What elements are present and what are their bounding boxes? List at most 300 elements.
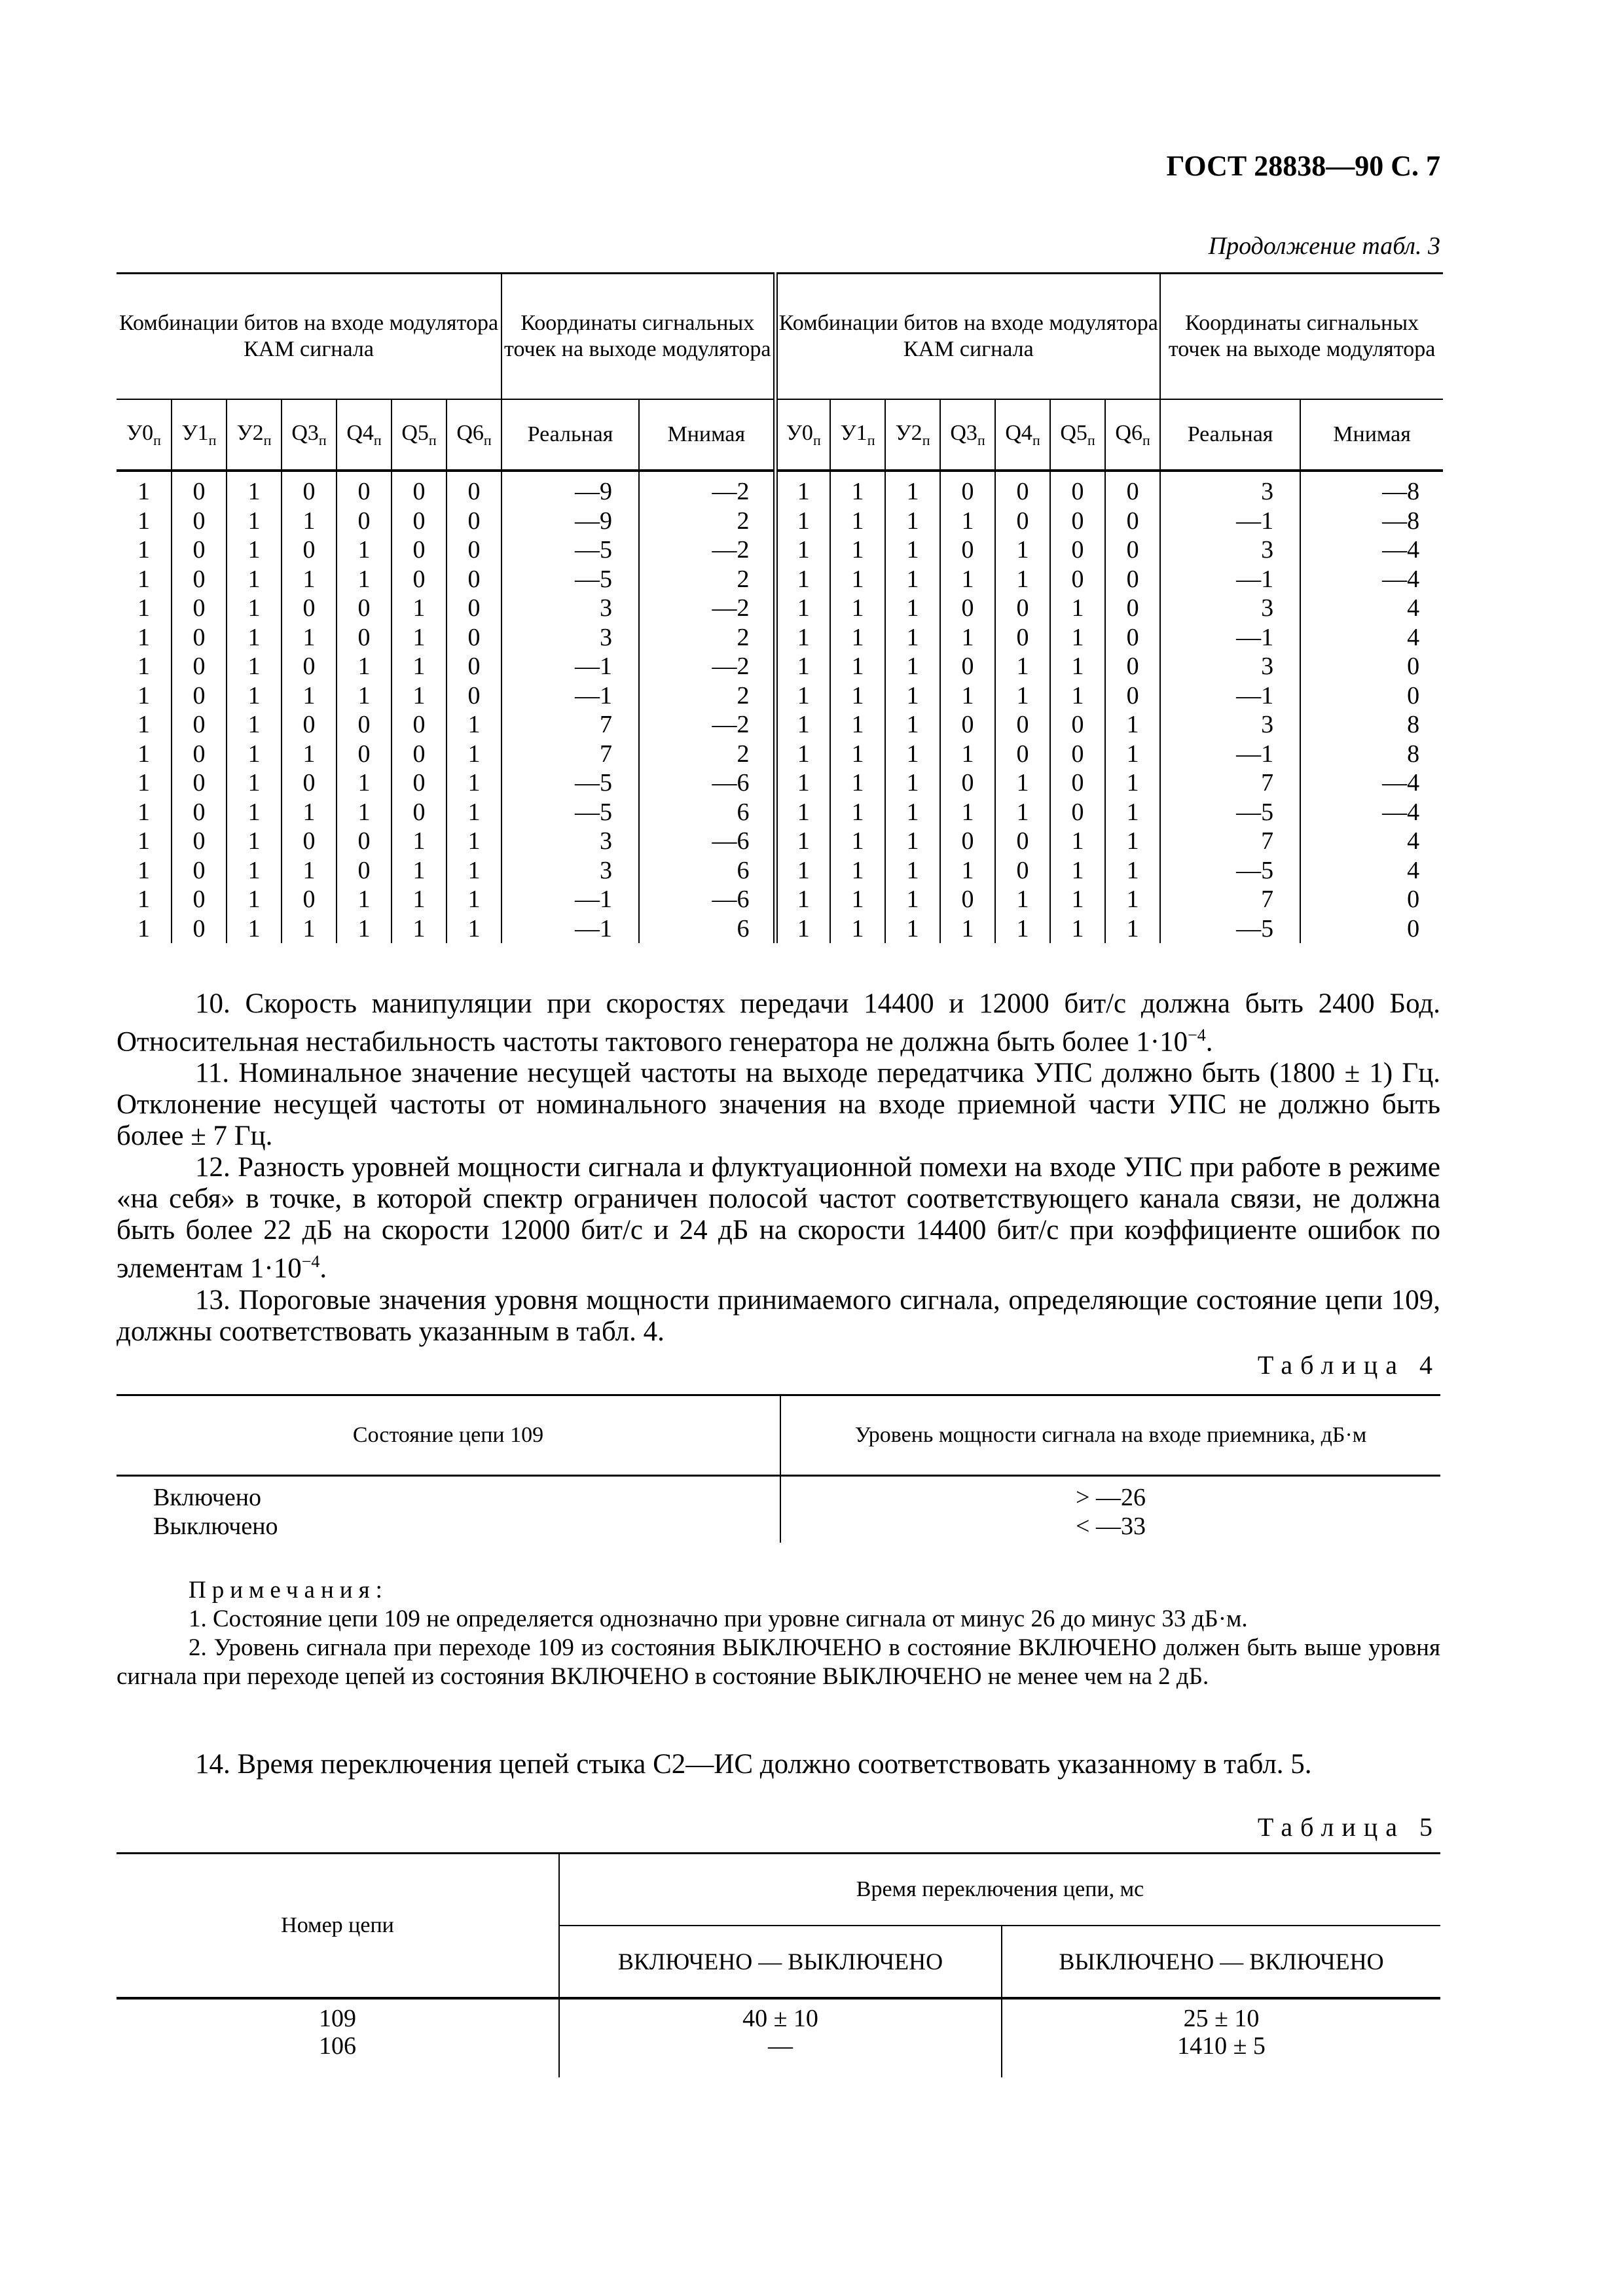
bit-cell: 1	[1050, 681, 1105, 711]
paragraph-10-text: 10. Скорость манипуляции при скоростях передачи 14400 и 12000 бит/с должна быть 2400 Бод. Относительная нестабильность частоты тактового генератора не должна быть более 1·10	[117, 988, 1440, 1058]
table-4-col-state: Состояние цепи 109	[117, 1395, 780, 1476]
bit-cell: 1	[830, 798, 885, 827]
bit-cell: 0	[995, 471, 1050, 507]
table-4-label: Таблица 4	[1257, 1350, 1440, 1380]
bit-cell: 1	[1105, 827, 1160, 856]
imag-cell: —6	[639, 827, 775, 856]
bit-cell: 0	[995, 623, 1050, 653]
bit-cell: 1	[775, 768, 830, 798]
bit-cell: 0	[995, 710, 1050, 740]
bit-col-name: У1	[840, 420, 867, 445]
bit-cell: 0	[337, 740, 392, 769]
bit-cell: 0	[447, 507, 501, 536]
paragraph-10-exponent: −4	[1188, 1026, 1206, 1045]
bit-cell: 0	[172, 768, 227, 798]
bit-col-subscript: п	[208, 431, 217, 448]
bit-cell: 0	[995, 740, 1050, 769]
bit-cell: 0	[940, 471, 995, 507]
bit-cell: 1	[447, 914, 501, 944]
table-5	[117, 1852, 1440, 2077]
bit-cell: 0	[392, 768, 447, 798]
imag-cell: 2	[639, 623, 775, 653]
table-row	[117, 471, 1443, 507]
bit-cell: 1	[137, 565, 150, 593]
imag-cell: —4	[1300, 535, 1443, 565]
bit-cell: 0	[995, 594, 1050, 623]
bit-cell: 1	[282, 856, 337, 886]
bit-cell: 0	[392, 471, 447, 507]
real-cell: 3	[1160, 471, 1300, 507]
bit-cell: 1	[995, 535, 1050, 565]
bit-cell: 1	[775, 914, 830, 944]
bit-cell: 1	[885, 740, 940, 769]
bit-cell: 1	[940, 681, 995, 711]
bit-cell: 1	[885, 681, 940, 711]
bit-cell: 1	[227, 827, 282, 856]
bit-cell: 0	[282, 710, 337, 740]
bit-cell: 0	[940, 594, 995, 623]
bit-cell: 0	[172, 681, 227, 711]
bit-cell: 0	[337, 471, 392, 507]
imag-cell: 2	[639, 565, 775, 594]
bit-cell: 1	[337, 535, 392, 565]
bit-col-name: У0	[126, 420, 154, 445]
bit-cell: 1	[282, 740, 337, 769]
real-cell: 7	[1160, 768, 1300, 798]
bit-cell: 1	[830, 535, 885, 565]
bit-col-header	[117, 399, 172, 471]
bit-cell: 1	[775, 535, 830, 565]
bit-cell: 1	[1105, 914, 1160, 944]
bit-cell: 0	[940, 535, 995, 565]
bit-col-header	[392, 399, 447, 471]
bit-cell: 1	[1105, 740, 1160, 769]
group-coords-left: Координаты сигнальных точек на выходе модулятора	[501, 274, 775, 400]
bit-cell: 1	[137, 594, 150, 622]
bit-cell: 0	[337, 856, 392, 886]
real-cell: —1	[501, 681, 639, 711]
real-cell: —5	[501, 768, 639, 798]
bit-cell: 1	[227, 768, 282, 798]
real-cell: —1	[1160, 507, 1300, 536]
bit-cell: 1	[227, 594, 282, 623]
bit-cell: 0	[392, 565, 447, 594]
bit-cell: 0	[447, 623, 501, 653]
bit-cell: 1	[830, 914, 885, 944]
bit-cell: 0	[1105, 652, 1160, 681]
bit-cell: 0	[172, 652, 227, 681]
bit-cell: 0	[337, 710, 392, 740]
bit-cell: 1	[447, 827, 501, 856]
bit-cell: 1	[227, 681, 282, 711]
table-4-levels	[780, 1476, 1440, 1543]
bit-cell: 0	[172, 565, 227, 594]
bit-cell: 0	[172, 471, 227, 507]
bit-cell: 1	[1050, 594, 1105, 623]
real-cell: —5	[1160, 856, 1300, 886]
bit-cell: 1	[775, 710, 830, 740]
bit-cell: 1	[940, 565, 995, 594]
bit-cell: 0	[282, 471, 337, 507]
real-cell: —5	[1160, 914, 1300, 944]
bit-cell: 1	[1050, 652, 1105, 681]
imag-cell: 0	[1300, 885, 1443, 914]
table-row	[117, 856, 1443, 886]
imag-cell: 4	[1300, 623, 1443, 653]
paragraph-12-end: .	[319, 1253, 327, 1284]
bit-cell: 0	[447, 652, 501, 681]
bit-cell: 0	[337, 594, 392, 623]
bit-cell: 0	[337, 827, 392, 856]
bit-cell: 1	[830, 740, 885, 769]
bit-cell: 1	[775, 652, 830, 681]
table-4	[117, 1394, 1440, 1543]
bit-cell: 1	[1105, 768, 1160, 798]
real-cell: —5	[501, 565, 639, 594]
bit-col-name: У1	[181, 420, 209, 445]
bit-col-subscript: п	[318, 431, 327, 448]
bit-cell: 1	[885, 856, 940, 886]
bit-cell: 1	[337, 914, 392, 944]
bit-col-subscript: п	[812, 431, 821, 448]
bit-cell: 1	[830, 471, 885, 507]
notes-heading: Примечания:	[189, 1577, 388, 1604]
bit-cell: 1	[227, 471, 282, 507]
table-row	[117, 798, 1443, 827]
bit-cell: 1	[137, 769, 150, 797]
imag-cell: 8	[1300, 710, 1443, 740]
real-cell: —1	[1160, 681, 1300, 711]
bit-cell: 0	[282, 885, 337, 914]
real-col-header: Реальная	[1160, 399, 1300, 471]
bit-cell: 1	[885, 798, 940, 827]
imag-cell: —4	[1300, 565, 1443, 594]
imag-cell: 0	[1300, 681, 1443, 711]
table-5-on-off: 40 ± 10	[742, 2005, 818, 2032]
bit-cell: 1	[775, 740, 830, 769]
bit-cell: 1	[227, 507, 282, 536]
imag-cell: —2	[639, 710, 775, 740]
bit-cell: 1	[940, 740, 995, 769]
bit-cell: 1	[885, 652, 940, 681]
bit-cell: 0	[172, 535, 227, 565]
imag-cell: 4	[1300, 594, 1443, 623]
bit-cell: 1	[137, 856, 150, 884]
bit-cell: 1	[885, 827, 940, 856]
bit-cell: 1	[137, 653, 150, 681]
bit-cell: 1	[137, 536, 150, 564]
bit-cell: 1	[775, 565, 830, 594]
notes	[117, 1576, 1440, 1691]
bit-cell: 1	[995, 914, 1050, 944]
table-4-col-level: Уровень мощности сигнала на входе приемника, дБ·м	[780, 1395, 1440, 1476]
bit-cell: 1	[830, 827, 885, 856]
bit-cell: 0	[172, 623, 227, 653]
bit-cell: 0	[1050, 768, 1105, 798]
imag-cell: —2	[639, 652, 775, 681]
bit-col-subscript: п	[263, 431, 272, 448]
bit-cell: 1	[885, 623, 940, 653]
bit-cell: 0	[940, 710, 995, 740]
bit-cell: 0	[995, 856, 1050, 886]
bit-cell: 1	[337, 798, 392, 827]
imag-cell: 6	[639, 914, 775, 944]
table-3	[117, 272, 1440, 943]
bit-cell: 0	[172, 710, 227, 740]
bit-cell: 0	[392, 535, 447, 565]
bit-cell: 1	[830, 565, 885, 594]
bit-cell: 0	[940, 652, 995, 681]
imag-cell: 8	[1300, 740, 1443, 769]
bit-cell: 1	[227, 710, 282, 740]
bit-cell: 0	[172, 594, 227, 623]
bit-cell: 1	[227, 565, 282, 594]
bit-cell: 1	[1105, 856, 1160, 886]
bit-col-name: Q3	[950, 420, 977, 445]
bit-cell: 1	[775, 623, 830, 653]
table-row	[117, 507, 1443, 536]
bit-cell: 0	[940, 768, 995, 798]
real-cell: 3	[501, 623, 639, 653]
real-cell: —1	[501, 652, 639, 681]
bit-cell: 1	[447, 798, 501, 827]
table-5-numbers	[117, 1998, 559, 2077]
real-cell: —5	[1160, 798, 1300, 827]
paragraph-10-end: .	[1205, 1026, 1213, 1058]
bit-cell: 1	[392, 856, 447, 886]
bit-col-subscript: п	[483, 431, 492, 448]
bit-cell: 1	[282, 914, 337, 944]
bit-cell: 0	[1105, 471, 1160, 507]
bit-cell: 0	[1105, 623, 1160, 653]
bit-cell: 1	[775, 471, 830, 507]
bit-col-header	[447, 399, 501, 471]
imag-cell: —6	[639, 768, 775, 798]
table-4-level: > —26	[1076, 1484, 1146, 1511]
bit-cell: 1	[940, 914, 995, 944]
real-cell: —9	[501, 507, 639, 536]
table-5-col-number: Номер цепи	[117, 1854, 559, 1999]
bit-col-name: Q5	[1060, 420, 1087, 445]
real-cell: —5	[501, 798, 639, 827]
imag-cell: 4	[1300, 856, 1443, 886]
bit-cell: 0	[172, 856, 227, 886]
imag-cell: 2	[639, 507, 775, 536]
bit-cell: 1	[447, 885, 501, 914]
bit-cell: 1	[940, 623, 995, 653]
group-bits-right: Комбинации битов на входе модулятора КАМ сигнала	[775, 274, 1160, 400]
bit-cell: 1	[830, 507, 885, 536]
real-cell: —1	[501, 914, 639, 944]
bit-cell: 1	[885, 710, 940, 740]
bit-cell: 1	[392, 594, 447, 623]
imag-cell: —4	[1300, 798, 1443, 827]
imag-cell: —8	[1300, 471, 1443, 507]
bit-cell: 1	[137, 827, 150, 855]
bit-cell: 0	[172, 507, 227, 536]
page-header: ГОСТ 28838—90 С. 7	[1166, 150, 1440, 182]
bit-cell: 1	[885, 565, 940, 594]
bit-col-subscript: п	[428, 431, 437, 448]
bit-cell: 1	[775, 594, 830, 623]
bit-cell: 1	[282, 623, 337, 653]
imag-cell: 0	[1300, 652, 1443, 681]
bit-cell: 0	[282, 535, 337, 565]
bit-col-name: У2	[236, 420, 264, 445]
table-row	[117, 885, 1443, 914]
real-cell: 3	[501, 856, 639, 886]
bit-cell: 0	[1050, 471, 1105, 507]
imag-cell: —2	[639, 471, 775, 507]
table-4-state: Включено	[153, 1484, 262, 1511]
bit-cell: 1	[337, 768, 392, 798]
bit-cell: 0	[995, 507, 1050, 536]
bit-cell: 0	[172, 885, 227, 914]
bit-col-name: Q3	[291, 420, 319, 445]
bit-cell: 1	[227, 885, 282, 914]
bit-cell: 1	[995, 798, 1050, 827]
paragraphs-10-13	[117, 988, 1440, 1348]
bit-col-header	[1050, 399, 1105, 471]
real-cell: 7	[501, 740, 639, 769]
bit-cell: 0	[1105, 535, 1160, 565]
bit-cell: 1	[830, 885, 885, 914]
bit-cell: 0	[1105, 507, 1160, 536]
imag-cell: 6	[639, 798, 775, 827]
bit-col-subscript: п	[922, 431, 930, 448]
bit-cell: 1	[137, 681, 150, 709]
bit-col-subscript: п	[153, 431, 161, 448]
bit-cell: 1	[137, 914, 150, 942]
bit-cell: 0	[1050, 535, 1105, 565]
bit-cell: 0	[172, 827, 227, 856]
bit-col-header	[995, 399, 1050, 471]
real-cell: 3	[1160, 652, 1300, 681]
bit-cell: 1	[1105, 710, 1160, 740]
bit-cell: 0	[337, 623, 392, 653]
bit-cell: 1	[337, 681, 392, 711]
bit-cell: 0	[392, 710, 447, 740]
bit-cell: 1	[885, 594, 940, 623]
bit-cell: 0	[1050, 565, 1105, 594]
imag-col-header: Мнимая	[1300, 399, 1443, 471]
bit-cell: 1	[282, 565, 337, 594]
note-2: 2. Уровень сигнала при переходе 109 из состояния ВЫКЛЮЧЕНО в состояние ВКЛЮЧЕНО должен быть выше уровня сигнала при переходе цепей из состояния ВКЛЮЧЕНО в состояние ВЫКЛЮЧЕНО не менее чем на 2 дБ.	[117, 1634, 1440, 1690]
bit-col-name: Q6	[1115, 420, 1142, 445]
table-4-state: Выключено	[153, 1513, 278, 1540]
table-5-sub-on-off: ВКЛЮЧЕНО — ВЫКЛЮЧЕНО	[559, 1926, 1002, 1998]
real-cell: 3	[1160, 535, 1300, 565]
bit-cell: 1	[137, 478, 150, 506]
bit-cell: 1	[830, 681, 885, 711]
table-row	[117, 740, 1443, 769]
bit-col-name: Q4	[346, 420, 374, 445]
imag-cell: —2	[639, 535, 775, 565]
bit-cell: 1	[337, 885, 392, 914]
table-row	[117, 565, 1443, 594]
bit-cell: 0	[447, 565, 501, 594]
real-cell: —1	[1160, 565, 1300, 594]
bit-col-header	[172, 399, 227, 471]
bit-cell: 1	[337, 565, 392, 594]
bit-cell: 1	[995, 681, 1050, 711]
real-cell: —1	[501, 885, 639, 914]
paragraph-12	[117, 1152, 1440, 1284]
real-cell: 3	[1160, 594, 1300, 623]
imag-cell: —6	[639, 885, 775, 914]
bit-col-subscript: п	[867, 431, 875, 448]
real-cell: 7	[1160, 885, 1300, 914]
bit-cell: 0	[447, 681, 501, 711]
paragraph-10	[117, 988, 1440, 1058]
bit-cell: 1	[392, 914, 447, 944]
bit-cell: 1	[830, 856, 885, 886]
bit-cell: 1	[227, 652, 282, 681]
paragraph-12-exponent: −4	[301, 1252, 320, 1272]
bit-cell: 0	[1105, 681, 1160, 711]
real-cell: —5	[501, 535, 639, 565]
bit-cell: 1	[392, 885, 447, 914]
bit-cell: 1	[940, 798, 995, 827]
imag-cell: 4	[1300, 827, 1443, 856]
table-row	[117, 623, 1443, 653]
bit-cell: 1	[447, 710, 501, 740]
table-5-col-time: Время переключения цепи, мс	[559, 1854, 1440, 1926]
bit-cell: 1	[885, 535, 940, 565]
table-5-sub-off-on: ВЫКЛЮЧЕНО — ВКЛЮЧЕНО	[1002, 1926, 1440, 1998]
table-5-number: 106	[319, 2032, 356, 2060]
bit-col-subscript: п	[1087, 431, 1095, 448]
bit-cell: 1	[1050, 885, 1105, 914]
bit-cell: 0	[282, 594, 337, 623]
bit-cell: 1	[227, 856, 282, 886]
bit-col-header	[1105, 399, 1160, 471]
bit-cell: 1	[775, 798, 830, 827]
imag-cell: —2	[639, 594, 775, 623]
table-row	[117, 710, 1443, 740]
real-cell: —1	[1160, 740, 1300, 769]
real-cell: 3	[501, 827, 639, 856]
real-cell: 3	[1160, 710, 1300, 740]
bit-col-subscript: п	[1142, 431, 1150, 448]
bit-cell: 1	[1105, 885, 1160, 914]
bit-cell: 1	[775, 827, 830, 856]
bit-cell: 1	[1050, 623, 1105, 653]
bit-cell: 0	[172, 740, 227, 769]
bit-cell: 1	[282, 507, 337, 536]
bit-cell: 0	[940, 827, 995, 856]
bit-col-header	[227, 399, 282, 471]
real-cell: 3	[501, 594, 639, 623]
bit-cell: 1	[830, 652, 885, 681]
imag-cell: 2	[639, 681, 775, 711]
table-5-label: Таблица 5	[1257, 1812, 1440, 1842]
bit-cell: 1	[392, 652, 447, 681]
table-5-off-on: 1410 ± 5	[1177, 2032, 1266, 2060]
imag-cell: —4	[1300, 768, 1443, 798]
table-5-on-off: —	[768, 2032, 793, 2060]
bit-cell: 1	[137, 507, 150, 535]
bit-col-name: Q6	[456, 420, 484, 445]
bit-cell: 1	[282, 798, 337, 827]
bit-cell: 1	[282, 681, 337, 711]
bit-cell: 1	[392, 623, 447, 653]
bit-cell: 1	[775, 856, 830, 886]
paragraph-11: 11. Номинальное значение несущей частоты на выходе передатчика УПС должно быть (1800 ± 1) Гц. Отклонение несущей частоты от номинального значения на входе приемной части УПС не должно быть более ± 7 Гц.	[117, 1058, 1440, 1152]
bit-cell: 1	[227, 798, 282, 827]
table-row	[117, 652, 1443, 681]
bit-cell: 0	[392, 740, 447, 769]
